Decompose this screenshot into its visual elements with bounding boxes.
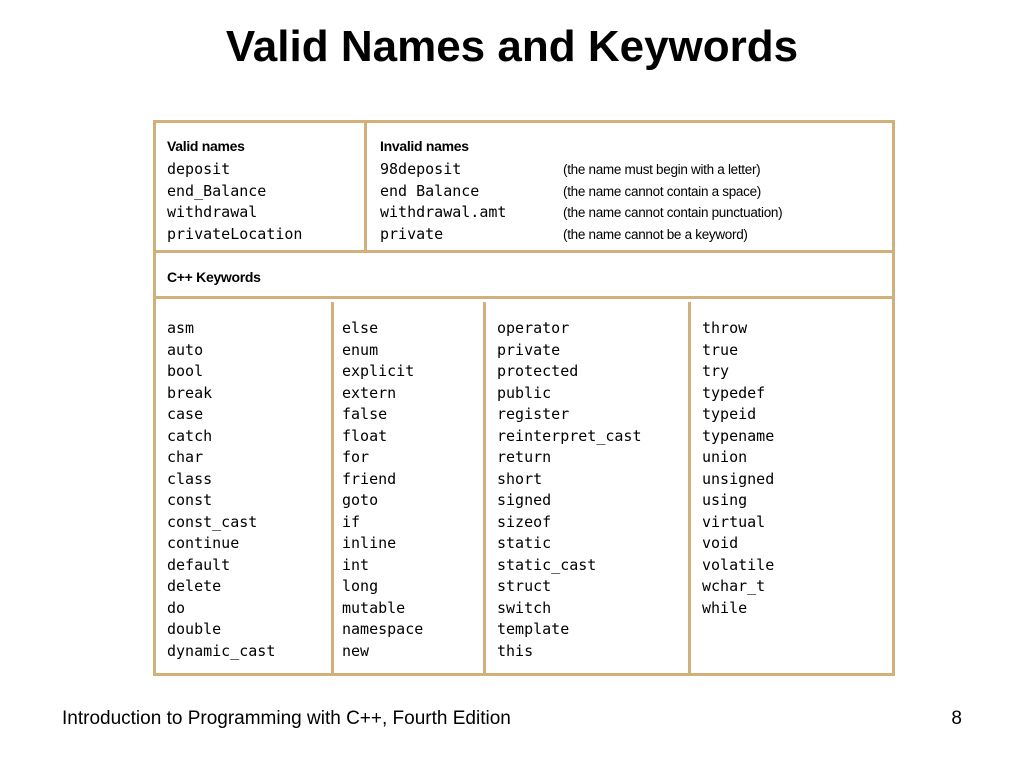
keyword-item: template bbox=[497, 620, 570, 638]
valid-names-header: Valid names bbox=[167, 138, 245, 154]
invalid-names-list bbox=[380, 159, 506, 245]
keyword-item: const_cast bbox=[167, 512, 258, 531]
keyword-item: volatile bbox=[702, 555, 775, 574]
keyword-item: int bbox=[342, 555, 370, 574]
keyword-item: else bbox=[342, 319, 379, 337]
keyword-item: char bbox=[167, 448, 204, 466]
keyword-item: float bbox=[342, 426, 388, 445]
keyword-item: new bbox=[342, 641, 370, 660]
valid-name-item: withdrawal bbox=[167, 203, 258, 221]
keyword-item: short bbox=[497, 469, 543, 488]
keyword-item: explicit bbox=[342, 362, 415, 380]
keyword-item: void bbox=[702, 534, 739, 552]
keyword-item: protected bbox=[497, 362, 579, 380]
keyword-list bbox=[342, 318, 423, 662]
keyword-column-4 bbox=[691, 302, 892, 673]
keywords-row bbox=[156, 302, 892, 673]
keyword-item: signed bbox=[497, 491, 552, 509]
invalid-reasons-list bbox=[563, 159, 782, 245]
slide-title: Valid Names and Keywords bbox=[225, 22, 799, 71]
invalid-name-item: private bbox=[380, 224, 444, 243]
keyword-item: delete bbox=[167, 577, 222, 595]
keyword-item: using bbox=[702, 491, 748, 509]
invalid-names-header: Invalid names bbox=[380, 138, 469, 154]
keyword-item: double bbox=[167, 620, 222, 638]
keyword-item: mutable bbox=[342, 598, 406, 617]
keyword-item: bool bbox=[167, 362, 204, 380]
keyword-item: if bbox=[342, 512, 361, 531]
keyword-item: for bbox=[342, 448, 370, 466]
keyword-item: do bbox=[167, 598, 186, 617]
keyword-item: default bbox=[167, 555, 231, 574]
keyword-item: return bbox=[497, 448, 552, 466]
keyword-item: operator bbox=[497, 319, 570, 337]
keyword-item: asm bbox=[167, 319, 195, 337]
keyword-item: const bbox=[167, 491, 213, 509]
invalid-reason: (the name cannot contain punctuation) bbox=[563, 205, 783, 220]
keyword-item: true bbox=[702, 340, 739, 359]
valid-names-cell bbox=[156, 123, 367, 250]
keyword-item: union bbox=[702, 448, 748, 466]
keyword-item: reinterpret_cast bbox=[497, 426, 642, 445]
keyword-item: dynamic_cast bbox=[167, 641, 276, 660]
slide-number: 8 bbox=[951, 708, 962, 729]
keyword-item: static bbox=[497, 534, 552, 552]
keyword-item: namespace bbox=[342, 620, 424, 638]
keyword-item: typedef bbox=[702, 383, 766, 402]
invalid-reason: (the name cannot be a keyword) bbox=[563, 226, 748, 242]
keyword-item: class bbox=[167, 469, 213, 488]
keyword-item: this bbox=[497, 641, 534, 660]
invalid-reason: (the name must begin with a letter) bbox=[563, 162, 761, 177]
keyword-item: throw bbox=[702, 319, 748, 337]
keyword-item: static_cast bbox=[497, 555, 597, 574]
valid-name-item: end_Balance bbox=[167, 181, 267, 200]
invalid-names-cell bbox=[367, 123, 892, 250]
keyword-column-3 bbox=[486, 302, 691, 673]
valid-names-list bbox=[167, 159, 302, 245]
keyword-item: typename bbox=[702, 426, 775, 445]
keyword-list bbox=[167, 318, 275, 662]
keyword-item: auto bbox=[167, 340, 204, 359]
keyword-item: virtual bbox=[702, 512, 766, 531]
keyword-item: break bbox=[167, 383, 213, 402]
keyword-item: goto bbox=[342, 491, 379, 509]
keywords-header-row bbox=[156, 256, 892, 299]
keyword-item: friend bbox=[342, 469, 397, 488]
keyword-item: switch bbox=[497, 598, 552, 617]
invalid-reason: (the name cannot contain a space) bbox=[563, 183, 761, 199]
valid-name-item: privateLocation bbox=[167, 224, 303, 243]
keyword-item: try bbox=[702, 362, 730, 380]
keyword-list bbox=[702, 318, 774, 619]
names-keywords-table bbox=[153, 120, 895, 676]
keyword-item: long bbox=[342, 577, 379, 595]
keyword-item: struct bbox=[497, 577, 552, 595]
keyword-item: false bbox=[342, 405, 388, 423]
names-row bbox=[156, 123, 892, 253]
keyword-item: case bbox=[167, 405, 204, 423]
keyword-column-1 bbox=[156, 302, 334, 673]
keyword-item: extern bbox=[342, 383, 397, 402]
keyword-item: public bbox=[497, 383, 552, 402]
keyword-item: catch bbox=[167, 426, 213, 445]
valid-name-item: deposit bbox=[167, 160, 231, 178]
keyword-item: unsigned bbox=[702, 469, 775, 488]
invalid-name-item: withdrawal.amt bbox=[380, 203, 507, 221]
keyword-item: wchar_t bbox=[702, 577, 766, 595]
keyword-item: inline bbox=[342, 534, 397, 552]
keyword-item: typeid bbox=[702, 405, 757, 423]
invalid-name-item: 98deposit bbox=[380, 160, 462, 178]
keywords-header: C++ Keywords bbox=[167, 269, 261, 285]
keyword-list bbox=[497, 318, 642, 662]
keyword-item: private bbox=[497, 340, 561, 359]
keyword-item: continue bbox=[167, 534, 240, 552]
keyword-item: enum bbox=[342, 340, 379, 359]
keyword-item: while bbox=[702, 598, 748, 617]
keyword-column-2 bbox=[334, 302, 486, 673]
keyword-item: sizeof bbox=[497, 512, 552, 531]
invalid-name-item: end Balance bbox=[380, 181, 480, 200]
keyword-item: register bbox=[497, 405, 570, 423]
footer-book-title: Introduction to Programming with C++, Fourth Edition bbox=[62, 708, 511, 729]
